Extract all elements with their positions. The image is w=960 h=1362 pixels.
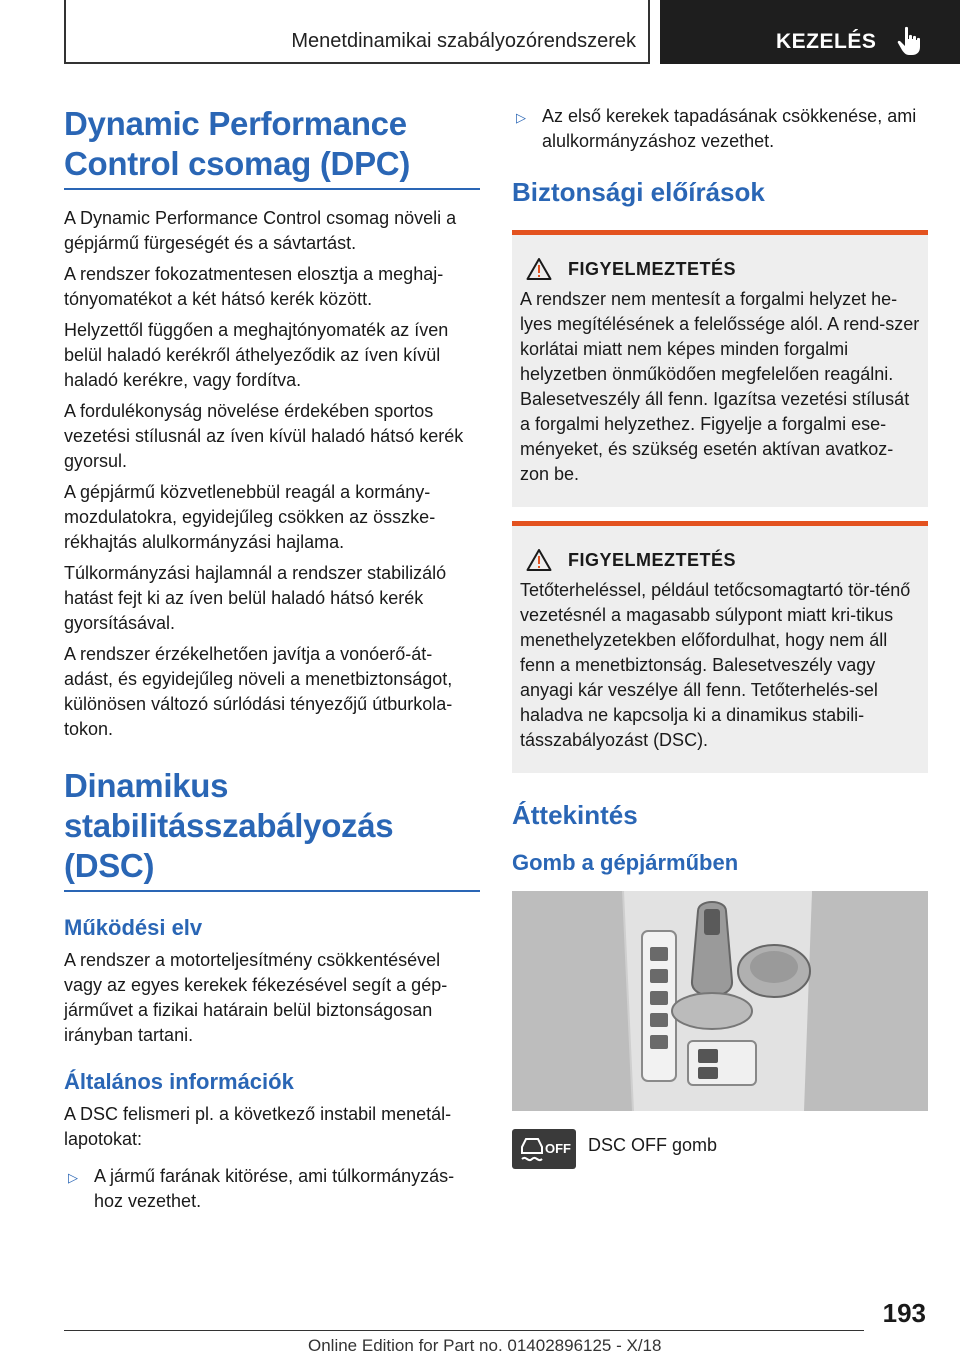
- heading-rule: [64, 188, 480, 190]
- dpc-paragraph: A gépjármű közvetlenebbül reagál a kormány-mozdulatokra, egyidejűleg csökken az összke-rékhajtás alulkormányzási hajlama.: [64, 482, 436, 552]
- general-text: A DSC felismeri pl. a következő instabil menetál-lapotokat:: [64, 1104, 452, 1149]
- footer-edition: Online Edition for Part no. 01402896125 - X/18: [308, 1336, 662, 1355]
- safety-heading: Biztonsági előírások: [512, 177, 765, 207]
- skidding-car-icon: [518, 1133, 546, 1165]
- overview-heading: Áttekintés: [512, 800, 638, 830]
- warning-text: A rendszer nem mentesít a forgalmi helyzet he-lyes megítélésének a felelőssége alól. A rend-szer korlátai miatt nem képes minden forgalmi helyzetben önműködően megfelelően reagálni. Balesetveszély áll fenn. Igazítsa vezetési stílusát a forgalmi helyzethez. Figyelje a forgalmi ese-ményeket, és szükség esetén aktívan avatkoz-zon be.: [520, 289, 920, 484]
- page-number: 193: [882, 1298, 926, 1328]
- dsc-icon-label: OFF: [545, 1141, 571, 1156]
- caption-row: [512, 1129, 928, 1169]
- principle-heading: Működési elv: [64, 915, 203, 940]
- dpc-paragraph: A rendszer érzékelhetően javítja a vonóerő-át-adást, és egyidejűleg növeli a menetbiztonságot, különösen változó súrlódási tényezőjű útburkola-tokon.: [64, 644, 453, 739]
- warning-title: FIGYELMEZTETÉS: [568, 549, 737, 570]
- chapter-box: [64, 0, 650, 64]
- dsc-heading: Dinamikus stabilitásszabályozás (DSC): [64, 767, 394, 884]
- heading-rule: [64, 890, 480, 892]
- warning-header: [520, 257, 920, 281]
- triangle-bullet-icon: ▷: [68, 1170, 78, 1185]
- general-heading: Általános információk: [64, 1069, 294, 1094]
- pointing-hand-icon: [896, 26, 924, 56]
- footer-rule: [64, 1330, 864, 1331]
- dpc-paragraph: A rendszer fokozatmentesen elosztja a meghaj-tónyomatékot a két hátsó kerék között.: [64, 264, 444, 309]
- warning-triangle-icon: [526, 548, 552, 572]
- chapter-title: Menetdinamikai szabályozórendszerek: [291, 30, 636, 52]
- warning-header: [520, 548, 920, 572]
- dpc-paragraph: A fordulékonyság növelése érdekében sportos vezetési stílusnál az íven kívül haladó hátsó kerék gyorsul.: [64, 401, 464, 471]
- right-column: [512, 104, 928, 1169]
- warning-text: Tetőterheléssel, például tetőcsomagtartó tör-ténő vezetésnél a magasabb súlypont miatt kri-tikus menethelyzetekben előfordulhat, hogy nem áll fenn a menetbiztonság. Balesetveszély vagy anyagi kár veszélye áll fenn. Tetőterhelés-sel haladva ne kapcsolja ki a dinamikus stabili-tásszabályozást (DSC).: [520, 580, 911, 750]
- warning-title: FIGYELMEZTETÉS: [568, 258, 737, 279]
- list-item-text: A jármű farának kitörése, ami túlkormányzás-hoz vezethet.: [94, 1166, 455, 1211]
- dpc-heading: Dynamic Performance Control csomag (DPC): [64, 105, 411, 182]
- warning-triangle-icon: [526, 257, 552, 281]
- list-item-text: Az első kerekek tapadásának csökkenése, ami alulkormányzáshoz vezethet.: [542, 106, 917, 151]
- list-item: [64, 1164, 480, 1214]
- triangle-bullet-icon: ▷: [516, 110, 526, 125]
- section-label: KEZELÉS: [776, 30, 877, 53]
- page-header: [64, 0, 960, 64]
- section-tab: [660, 0, 960, 64]
- console-illustration: [512, 891, 928, 1111]
- warning-box: [512, 521, 928, 773]
- left-column: [64, 104, 480, 1220]
- principle-text: A rendszer a motorteljesítmény csökkentésével vagy az egyes kerekek fékezésével segít a gép-járművet a fizikai határain belül biztonságosan irányban tartani.: [64, 950, 448, 1045]
- button-heading: Gomb a gépjárműben: [512, 850, 739, 875]
- dsc-off-button-icon: [512, 1129, 576, 1169]
- dpc-paragraph: A Dynamic Performance Control csomag növeli a gépjármű fürgeségét és a sávtartást.: [64, 208, 457, 253]
- caption-text: DSC OFF gomb: [588, 1135, 718, 1155]
- dpc-paragraph: Helyzettől függően a meghajtónyomaték az íven belül haladó kerékről áthelyeződik az íven kívül haladó kerékre, vagy fordítva.: [64, 320, 449, 390]
- warning-box: [512, 230, 928, 507]
- center-console-photo: [512, 891, 928, 1111]
- list-item: [512, 104, 928, 154]
- dpc-paragraph: Túlkormányzási hajlamnál a rendszer stabilizáló hatást fejt ki az íven belül haladó hátsó kerék gyorsításával.: [64, 563, 447, 633]
